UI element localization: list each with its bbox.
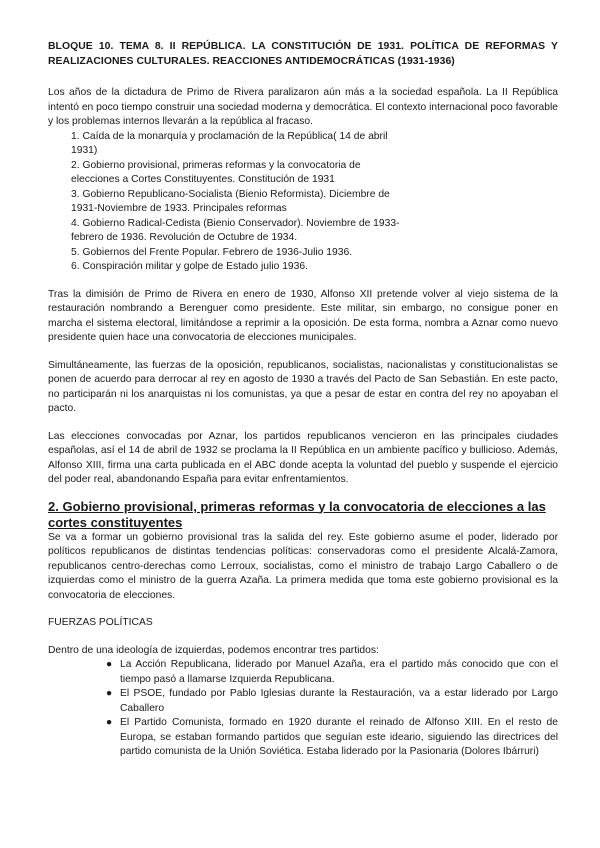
outline-item: 4. Gobierno Radical-Cedista (Bienio Conservador). Noviembre de 1933-febrero de 1936. Revolución de Octubre de 1934.: [71, 217, 400, 243]
outline-item: 2. Gobierno provisional, primeras reformas y la convocatoria de elecciones a Cortes Constituyentes. Constitución de 1931: [71, 159, 361, 185]
bullet-icon: ●: [106, 659, 113, 670]
list-item-text: La Acción Republicana, liderado por Manuel Azaña, era el partido más conocido que con el tiempo pasó a llamarse Izquierda Republicana.: [120, 659, 558, 685]
outline-item: 3. Gobierno Republicano-Socialista (Bienio Reformista). Diciembre de 1931-Noviembre de 1933. Principales reformas: [71, 188, 390, 214]
list-item: [106, 687, 558, 716]
list-item: [106, 716, 558, 760]
paragraph-pacto-san-sebastian: Simultáneamente, las fuerzas de la oposición, republicanos, socialistas, nacionalistas y constitucionalistas se ponen de acuerdo para derrocar al rey en agosto de 1930 a través del Pacto de San Sebastián. En este pacto, no participarán ni los anarquistas ni los comunistas, ya que a pesar de estar en contra del rey no apoyaban el pacto.: [48, 359, 558, 414]
outline-item: 1. Caída de la monarquía y proclamación de la República( 14 de abril 1931): [71, 130, 388, 156]
document-page: [48, 40, 558, 760]
list-item: [106, 658, 558, 687]
outline-item: 6. Conspiración militar y golpe de Estado julio 1936.: [71, 261, 308, 272]
topic-outline-list: [48, 130, 558, 275]
outline-item: 5. Gobiernos del Frente Popular. Febrero de 1936-Julio 1936.: [71, 246, 353, 258]
parties-list: [48, 658, 558, 760]
paragraph-izquierdas: Dentro de una ideología de izquierdas, podemos encontrar tres partidos:: [48, 644, 379, 656]
bullet-icon: ●: [106, 717, 113, 728]
paragraph-elecciones: Las elecciones convocadas por Aznar, los partidos republicanos vencieron en las principales ciudades españolas, así el 14 de abril de 1932 se proclama la II República en un ambiente pacífico y bullicioso. Además, Alfonso XIII, firma una carta publicada en el ABC donde acepta la voluntad del pueblo y suspende el ejercicio del poder real, abandonando España para evitar enfrentamientos.: [48, 430, 558, 485]
bullet-icon: ●: [106, 688, 113, 699]
document-title: BLOQUE 10. TEMA 8. II REPÚBLICA. LA CONSTITUCIÓN DE 1931. POLÍTICA DE REFORMAS Y REALIZACIONES CULTURALES. REACCIONES ANTIDEMOCRÁTICAS (1931-1936): [48, 41, 558, 67]
subheading-fuerzas-politicas: FUERZAS POLÍTICAS: [48, 617, 153, 628]
intro-paragraph: Los años de la dictadura de Primo de Rivera paralizaron aún más a la sociedad española. La II República intentó en poco tiempo construir una sociedad moderna y democrática. El contexto internacional poco favorable y los problemas internos llevarán a la república al fracaso.: [48, 87, 558, 127]
list-item-text: El Partido Comunista, formado en 1920 durante el reinado de Alfonso XIII. En el resto de Europa, se estaban formando partidos que seguían este ideario, siguiendo las directrices del partido comunista de la Unión Soviética. Estaba liderado por la Pasionaria (Dolores Ibárruri): [120, 717, 558, 757]
paragraph-gobierno-provisional: Se va a formar un gobierno provisional tras la salida del rey. Este gobierno asume el poder, liderado por políticos republicanos de distintas tendencias políticas: conservadoras como el presidente Alcalá-Zamora, republicanos centro-derechas como Lerroux, socialistas, como el ministro de trabajo Largo Caballero o de izquierdas como el ministro de la guerra Azaña. La primera medida que toma este gobierno provisional es la convocatoria de elecciones.: [48, 531, 558, 601]
paragraph-primo-de-rivera: Tras la dimisión de Primo de Rivera en enero de 1930, Alfonso XII pretende volver al viejo sistema de la restauración nombrando a Berenguer como presidente. Este militar, sin embargo, no consigue poner en marcha el sistema electoral, limitándose a reprimir a la oposición. De esta forma, nombra a Aznar como nuevo presidente quien hace una convocatoria de elecciones municipales.: [48, 288, 558, 343]
list-item-text: El PSOE, fundado por Pablo Iglesias durante la Restauración, va a estar liderado por Largo Caballero: [120, 688, 558, 714]
section-heading: 2. Gobierno provisional, primeras reformas y la convocatoria de elecciones a las cortes constituyentes: [48, 498, 546, 530]
